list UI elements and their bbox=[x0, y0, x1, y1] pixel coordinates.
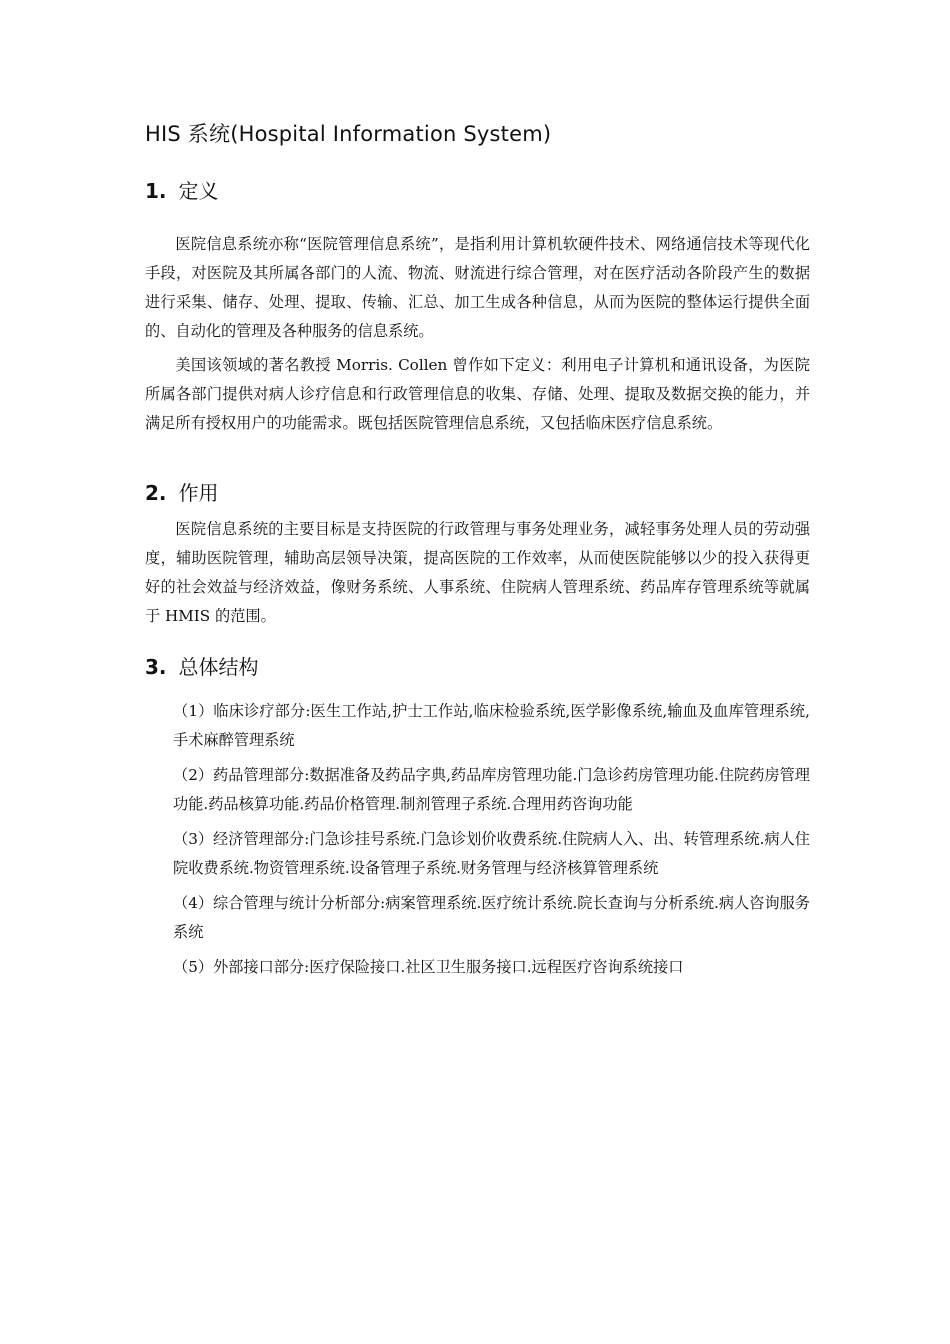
section-heading-structure bbox=[145, 651, 259, 680]
list-item: （5）外部接口部分:医疗保险接口.社区卫生服务接口.远程医疗咨询系统接口 bbox=[173, 958, 684, 976]
list-item: （4）综合管理与统计分析部分:病案管理系统.医疗统计系统.院长查询与分析系统.病人咨询服务系统 bbox=[173, 894, 810, 941]
section-number: 2. bbox=[145, 481, 167, 505]
section-heading-definition bbox=[145, 175, 219, 204]
section-title: 定义 bbox=[178, 179, 219, 203]
section-number: 3. bbox=[145, 655, 167, 679]
list-item: （1）临床诊疗部分:医生工作站,护士工作站,临床检验系统,医学影像系统,输血及血库管理系统,手术麻醉管理系统 bbox=[173, 702, 810, 749]
section-title: 作用 bbox=[178, 481, 219, 505]
section-heading-purpose bbox=[145, 477, 219, 506]
paragraph: 医院信息系统的主要目标是支持医院的行政管理与事务处理业务，减轻事务处理人员的劳动强度，辅助医院管理，辅助高层领导决策，提高医院的工作效率，从而使医院能够以少的投入获得更好的社会效益与经济效益，像财务系统、人事系统、住院病人管理系统、药品库存管理系统等就属于 HMIS 的范围。 bbox=[145, 520, 810, 625]
structure-list bbox=[173, 697, 810, 988]
list-item: （3）经济管理部分:门急诊挂号系统.门急诊划价收费系统.住院病人入、出、转管理系统.病人住院收费系统.物资管理系统.设备管理子系统.财务管理与经济核算管理系统 bbox=[173, 830, 810, 877]
paragraph: 医院信息系统亦称“医院管理信息系统”，是指利用计算机软硬件技术、网络通信技术等现代化手段，对医院及其所属各部门的人流、物流、财流进行综合管理，对在医疗活动各阶段产生的数据进行采集、储存、处理、提取、传输、汇总、加工生成各种信息，从而为医院的整体运行提供全面的、自动化的管理及各种服务的信息系统。 bbox=[145, 235, 810, 340]
list-item: （2）药品管理部分:数据准备及药品字典,药品库房管理功能.门急诊药房管理功能.住院药房管理功能.药品核算功能.药品价格管理.制剂管理子系统.合理用药咨询功能 bbox=[173, 766, 810, 813]
paragraph: 美国该领域的著名教授 Morris. Collen 曾作如下定义：利用电子计算机和通讯设备，为医院所属各部门提供对病人诊疗信息和行政管理信息的收集、存储、处理、提取及数据交换的能力，并满足所有授权用户的功能需求。既包括医院管理信息系统，又包括临床医疗信息系统。 bbox=[145, 356, 810, 432]
document-title: HIS 系统(Hospital Information System) bbox=[145, 122, 552, 146]
section-title: 总体结构 bbox=[178, 655, 259, 679]
section-number: 1. bbox=[145, 179, 167, 203]
